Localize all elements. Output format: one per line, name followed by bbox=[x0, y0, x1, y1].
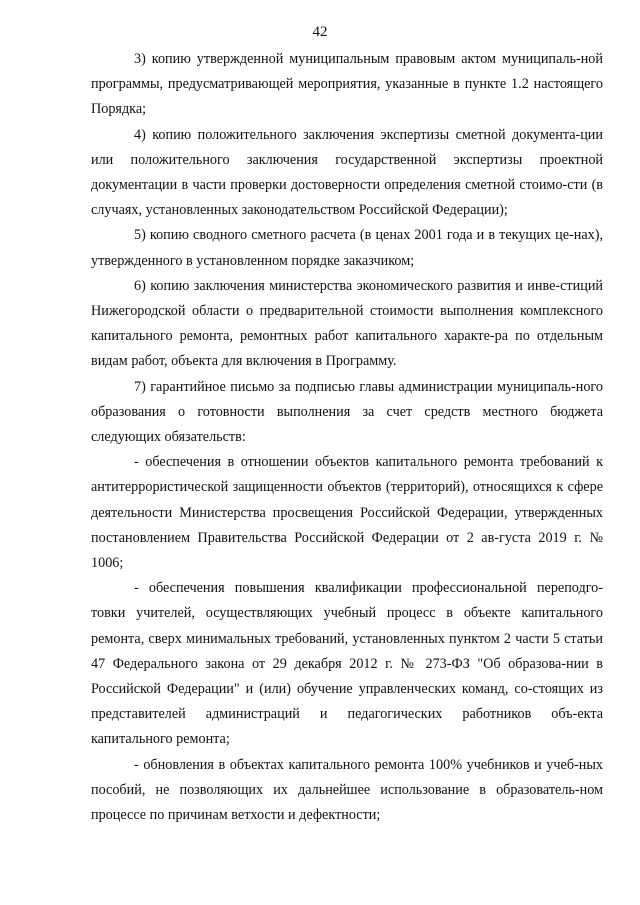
paragraph-item-5: 5) копию сводного сметного расчета (в ценах 2001 года и в текущих це-нах), утвержденного в установленном порядке заказчиком; bbox=[91, 227, 603, 269]
page-number: 42 bbox=[312, 24, 328, 40]
obligation-item-training: - обеспечения повышения квалификации профессиональной переподго-товки учителей, осуществляющих учебный процесс в объекте капитального ремонта, сверх минимальных требований, установленных пунктом 2 части 5 статьи 47 Федерального закона от 29 декабря 2012 г. № 273-ФЗ "Об образова-нии в Российской Федерации" и (или) обучение управленческих команд, со-стоящих из представителей администраций и педагогических работников объ-екта капитального ремонта; bbox=[91, 580, 603, 748]
paragraph-item-4: 4) копию положительного заключения экспертизы сметной документа-ции или положительного заключения государственной экспертизы проектной документации в части проверки достоверности определения сметной стоимо-сти (в случаях, установленных законодательством Российской Федерации); bbox=[91, 126, 603, 219]
paragraph-item-6: 6) копию заключения министерства экономического развития и инве-стиций Нижегородской области о предварительной стоимости выполнения комплексного капитального ремонта, ремонтных работ капитального характе-ра по отдельным видам работ, объекта для включения в Программу. bbox=[91, 277, 603, 370]
paragraph-item-3: 3) копию утвержденной муниципальным правовым актом муниципаль-ной программы, предусматривающей мероприятия, указанные в пункте 1.2 настоящего Порядка; bbox=[91, 51, 603, 118]
obligation-item-security: - обеспечения в отношении объектов капитального ремонта требований к антитеррористической защищенности объектов (территорий), относящихся к сфере деятельности Министерства просвещения Российской Федерации, утвержденных постановлением Правительства Российской Федерации от 2 ав-густа 2019 г. № 1006; bbox=[91, 454, 603, 572]
obligation-item-textbooks: - обновления в объектах капитального ремонта 100% учебников и учеб-ных пособий, не позволяющих их дальнейшее использование в образователь-ном процессе по причинам ветхости и дефектности; bbox=[91, 756, 603, 824]
document-body bbox=[91, 47, 603, 828]
paragraph-item-7: 7) гарантийное письмо за подписью главы администрации муниципаль-ного образования о готовности выполнения за счет средств местного бюджета следующих обязательств: bbox=[91, 378, 603, 446]
